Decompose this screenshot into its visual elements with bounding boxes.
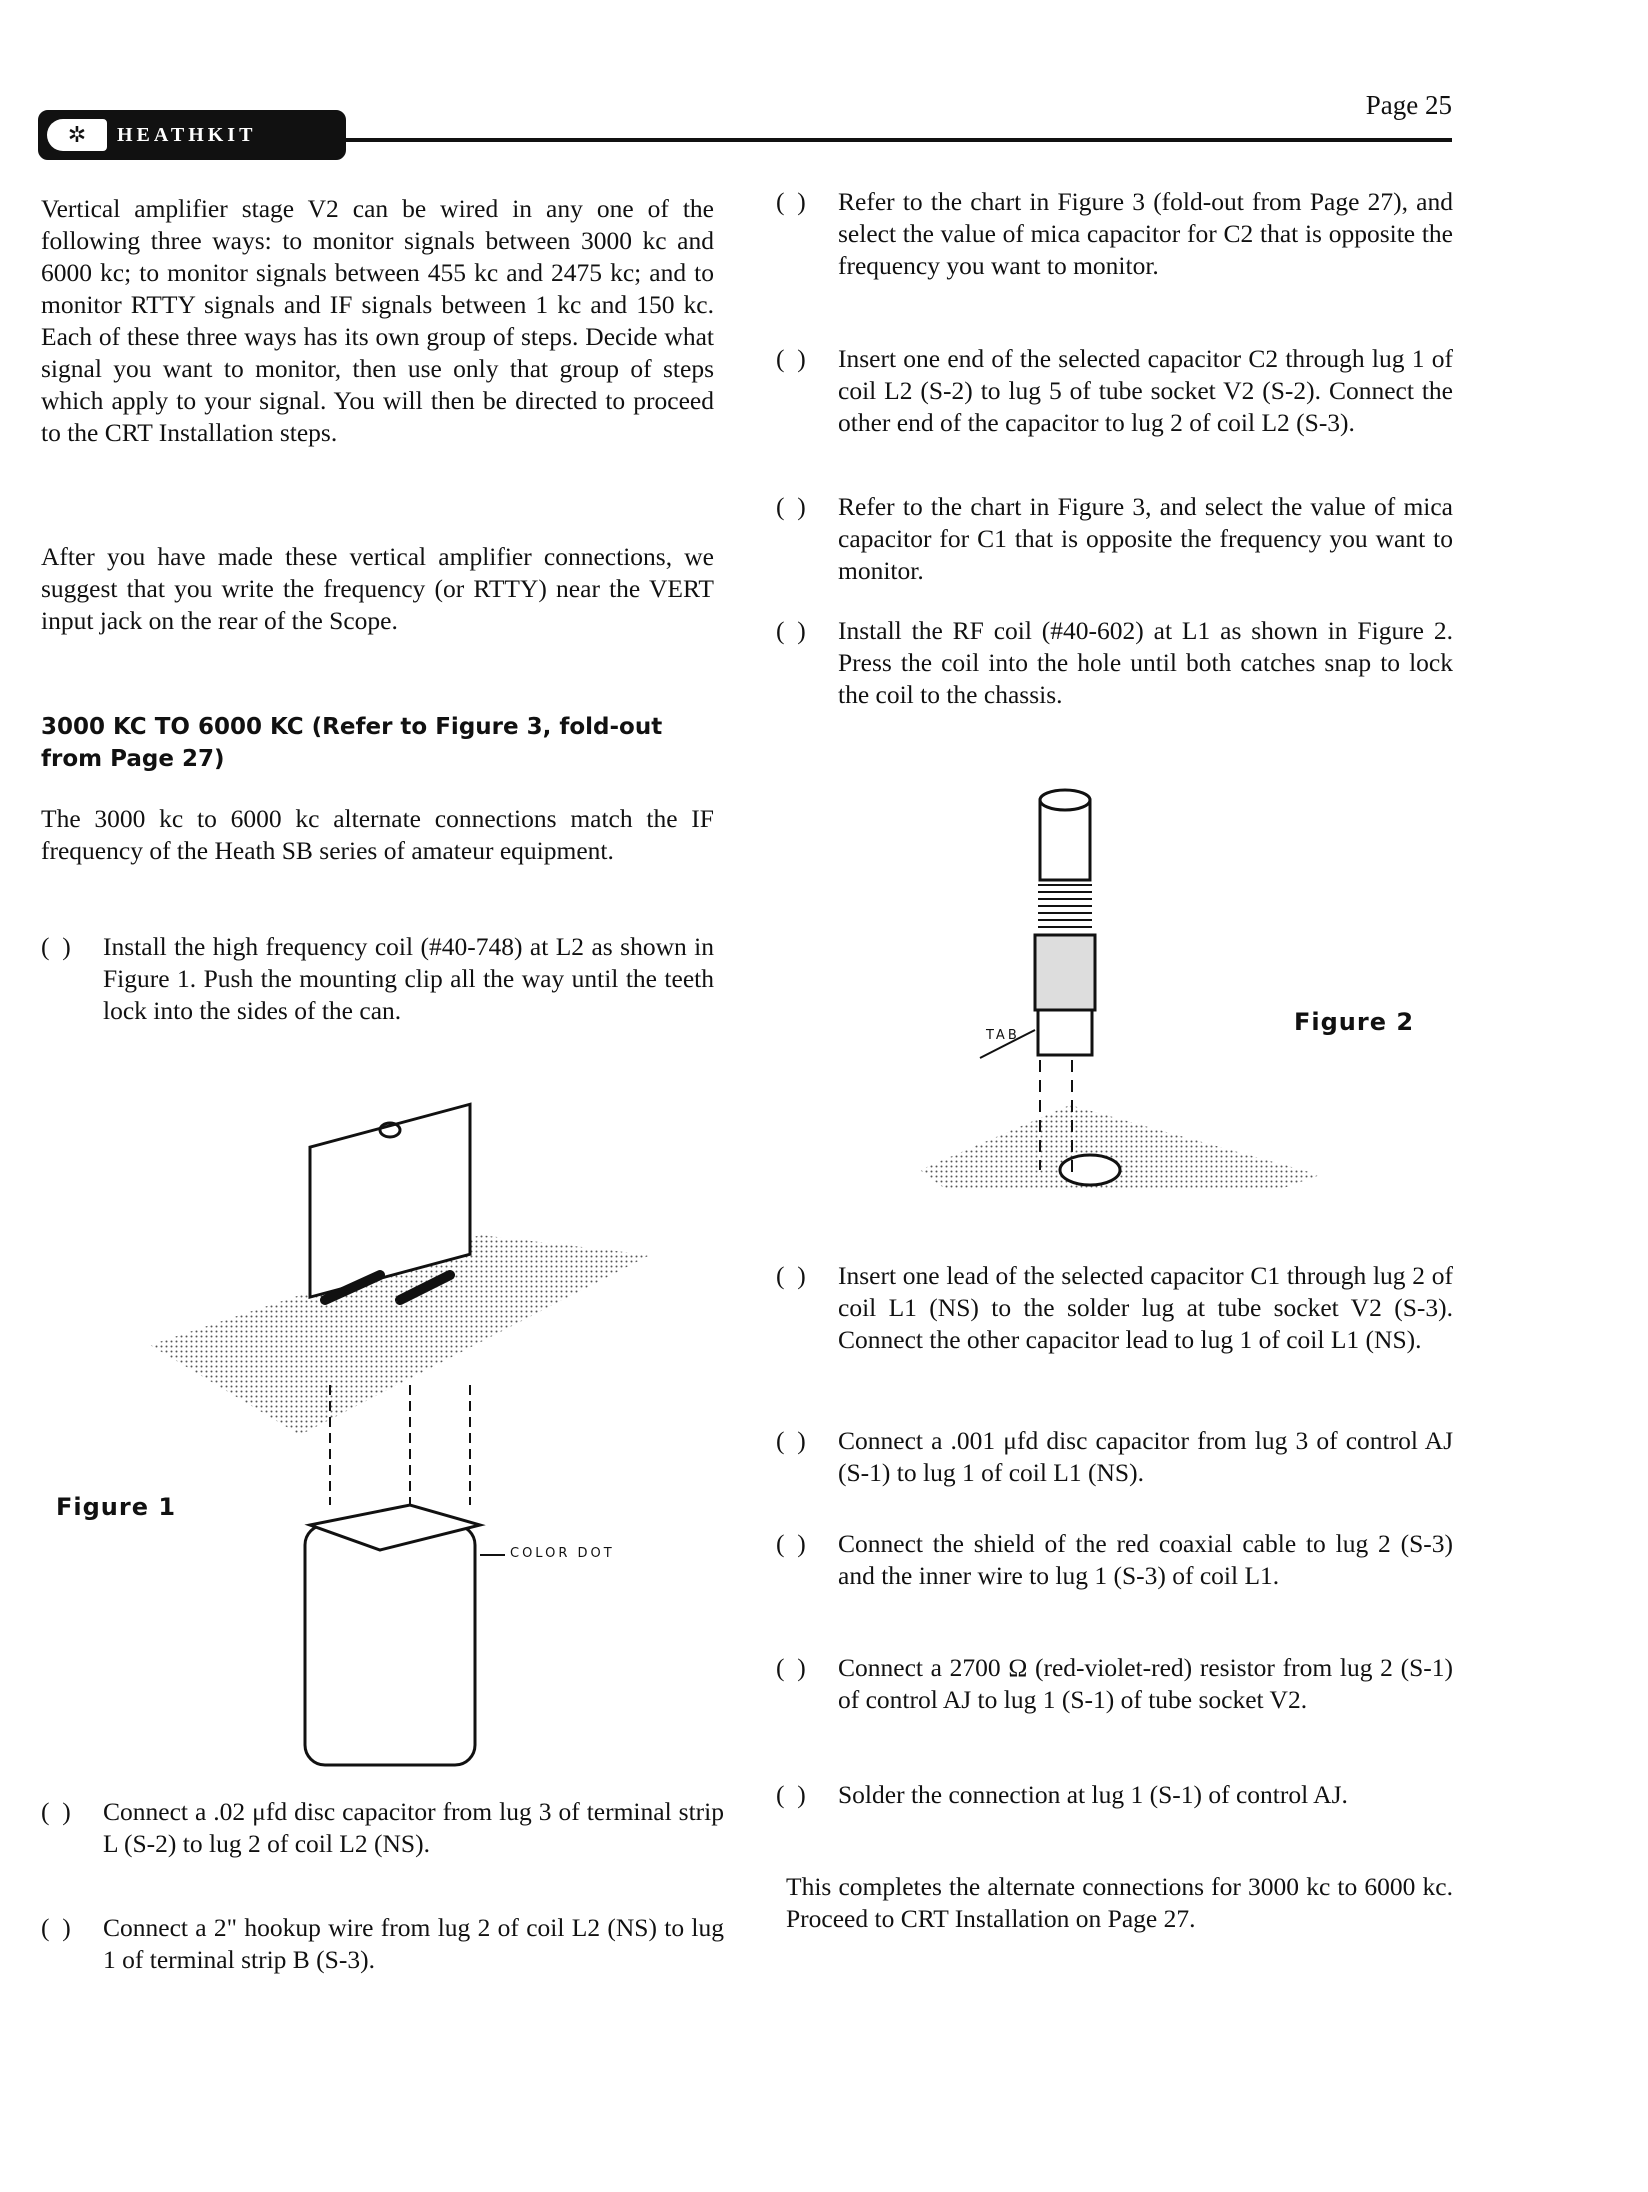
step-item — [776, 1260, 1453, 1356]
step-checkbox[interactable]: ( ) — [41, 1797, 71, 1826]
step-item — [776, 186, 1453, 282]
step-text: Connect a .001 μfd disc capacitor from lug 3 of control AJ (S-1) to lug 1 of coil L1 (NS). — [838, 1426, 1453, 1487]
closing-paragraph: This completes the alternate connections for 3000 kc to 6000 kc. Proceed to CRT Installation on Page 27. — [786, 1872, 1453, 1933]
step-item — [41, 931, 714, 1027]
step-text: Refer to the chart in Figure 3, and select the value of mica capacitor for C1 that is opposite the frequency you want to monitor. — [838, 492, 1453, 585]
step-checkbox[interactable]: ( ) — [776, 1529, 806, 1558]
match-paragraph: The 3000 kc to 6000 kc alternate connections match the IF frequency of the Heath SB series of amateur equipment. — [41, 804, 714, 865]
step-text: Install the RF coil (#40-602) at L1 as shown in Figure 2. Press the coil into the hole until both catches snap to lock the coil to the chassis. — [838, 616, 1453, 709]
header-rule — [340, 138, 1452, 142]
heathkit-logo — [38, 110, 346, 160]
step-checkbox[interactable]: ( ) — [776, 1426, 806, 1455]
step-checkbox[interactable]: ( ) — [776, 187, 806, 216]
step-checkbox[interactable]: ( ) — [776, 1653, 806, 1682]
step-text: Connect a 2700 Ω (red-violet-red) resistor from lug 2 (S-1) of control AJ to lug 1 (S-1) of tube socket V2. — [838, 1653, 1453, 1714]
page-number: Page 25 — [1365, 90, 1452, 120]
step-item — [776, 615, 1453, 711]
step-text: Connect the shield of the red coaxial cable to lug 2 (S-3) and the inner wire to lug 1 (S-3) of coil L1. — [838, 1529, 1453, 1590]
step-checkbox[interactable]: ( ) — [776, 344, 806, 373]
figure-1-label: Figure 1 — [56, 1493, 177, 1521]
step-checkbox[interactable]: ( ) — [776, 1780, 806, 1809]
step-item — [776, 1779, 1453, 1811]
step-checkbox[interactable]: ( ) — [41, 932, 71, 961]
step-item — [776, 491, 1453, 587]
step-text: Connect a 2" hookup wire from lug 2 of coil L2 (NS) to lug 1 of terminal strip B (S-3). — [103, 1913, 724, 1974]
figure-1-illustration — [150, 1085, 670, 1785]
step-item — [776, 343, 1453, 439]
step-item — [776, 1652, 1453, 1716]
step-checkbox[interactable]: ( ) — [776, 616, 806, 645]
step-item — [776, 1528, 1453, 1592]
step-item — [776, 1425, 1453, 1489]
tab-label: TAB — [986, 1028, 1020, 1043]
figure-2-illustration — [920, 770, 1320, 1190]
step-item — [41, 1912, 724, 1976]
step-item — [41, 1796, 724, 1860]
step-text: Connect a .02 μfd disc capacitor from lug 3 of terminal strip L (S-2) to lug 2 of coil L2 (NS). — [103, 1797, 724, 1858]
step-text: Solder the connection at lug 1 (S-1) of control AJ. — [838, 1780, 1348, 1809]
step-text: Install the high frequency coil (#40-748) at L2 as shown in Figure 1. Push the mounting clip all the way until the teeth lock into the sides of the can. — [103, 932, 714, 1025]
step-text: Insert one end of the selected capacitor C2 through lug 1 of coil L2 (S-2) to lug 5 of tube socket V2 (S-2). Connect the other end of the capacitor to lug 2 of coil L2 (S-3). — [838, 344, 1453, 437]
logo-emblem-icon: ✲ — [47, 119, 107, 151]
step-checkbox[interactable]: ( ) — [776, 1261, 806, 1290]
color-dot-label: COLOR DOT — [510, 1546, 615, 1561]
step-checkbox[interactable]: ( ) — [41, 1913, 71, 1942]
logo-text: HEATHKIT — [117, 123, 257, 146]
intro-paragraph: Vertical amplifier stage V2 can be wired in any one of the following three ways: to monitor signals between 3000 kc and 6000 kc; to monitor signals between 455 kc and 2475 kc; and to monitor RTTY signals and IF signals between 1 kc and 150 kc. Each of these three ways has its own group of steps. Decide what signal you want to monitor, then use only that group of steps which apply to your signal. You will then be directed to proceed to the CRT Installation steps. — [41, 194, 714, 447]
after-paragraph: After you have made these vertical amplifier connections, we suggest that you write the frequency (or RTTY) near the VERT input jack on the rear of the Scope. — [41, 542, 714, 635]
step-text: Insert one lead of the selected capacitor C1 through lug 2 of coil L1 (NS) to the solder lug at tube socket V2 (S-3). Connect the other capacitor lead to lug 1 of coil L1 (NS). — [838, 1261, 1453, 1354]
step-checkbox[interactable]: ( ) — [776, 492, 806, 521]
section-heading: 3000 KC TO 6000 KC (Refer to Figure 3, fold-out from Page 27) — [41, 714, 663, 772]
figure-2-label: Figure 2 — [1294, 1008, 1415, 1036]
step-text: Refer to the chart in Figure 3 (fold-out from Page 27), and select the value of mica capacitor for C2 that is opposite the frequency you want to monitor. — [838, 187, 1453, 280]
